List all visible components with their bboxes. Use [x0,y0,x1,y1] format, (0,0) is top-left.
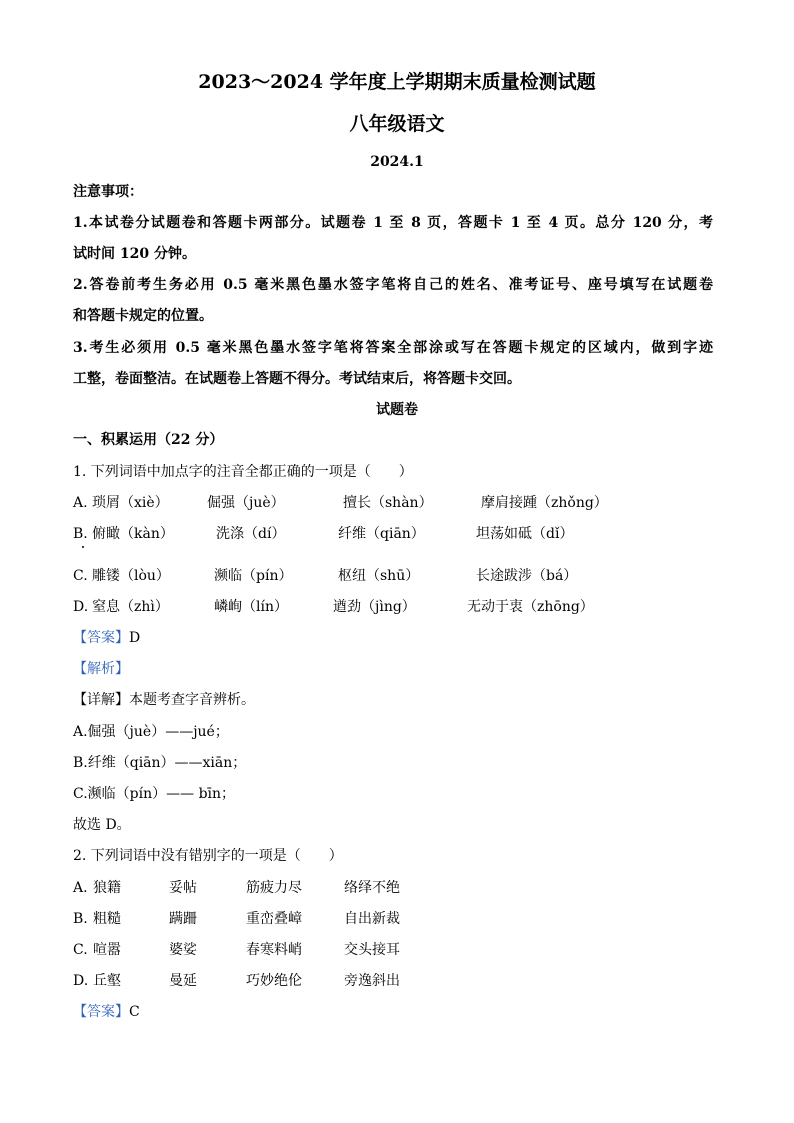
option-item: 窒息（zhì） [92,599,169,615]
option-label: D. [73,973,89,989]
q2-answer [73,1002,140,1022]
section-label: 试题卷 [376,402,418,418]
option-item: 婆娑 [169,942,197,958]
option-label: A. [73,880,88,896]
option-item: 擅长（shàn） [343,495,433,511]
exam-date: 2024.1 [370,154,424,170]
option-item: 粗糙 [93,911,121,927]
detail-text: 本题考查字音辨析。 [129,692,255,708]
option-item: 遒劲（jìng） [333,599,416,615]
option-item: 嶙峋（lín） [214,599,288,615]
option-item: 旁逸斜出 [344,973,400,989]
option-label: A. [73,495,88,511]
option-item: 雕镂（lòu） [92,568,170,584]
option-item: 妥帖 [169,880,197,896]
option-item: 倔强（juè） [207,495,285,511]
emphasis-dot-mark [82,546,84,548]
option-item: 狼籍 [93,880,121,896]
option-item: 喧嚣 [93,942,121,958]
q1-detail [73,690,255,710]
option-item: 琐屑（xiè） [92,495,169,511]
option-label: B. [73,526,88,542]
note-2-line-2: 和答题卡规定的位置。 [73,308,213,324]
note-1-line-1: 1.本试卷分试题卷和答题卡两部分。试题卷 1 至 8 页，答题卡 1 至 4 页。总分 120 分，考 [73,215,713,231]
exam-subtitle: 八年级语文 [349,113,445,135]
answer-value: D [129,630,141,646]
option-item: 摩肩接踵（zhǒng） [481,495,608,511]
option-item: 洗涤（dí） [216,526,286,542]
q1-explain-c: C.濒临（pín）—— bīn； [73,786,236,802]
answer-tag: 【答案】 [73,630,129,646]
q1-stem: 1. 下列词语中加点字的注音全都正确的一项是（ ） [73,464,413,480]
option-item: 重峦叠嶂 [246,911,302,927]
option-item: 自出新裁 [344,911,400,927]
answer-tag: 【答案】 [73,1004,129,1020]
option-item: 俯瞰（kàn） [92,526,174,542]
exam-title: 2023～2024 学年度上学期期末质量检测试题 [198,71,596,93]
q1-explain-b: B.纤维（qiān）——xiān； [73,755,247,771]
option-item: 长途跋涉（bá） [476,568,578,584]
note-1-line-2: 试时间 120 分钟。 [73,246,196,262]
q2-stem: 2. 下列词语中没有错别字的一项是（ ） [73,848,343,864]
option-item: 蹒跚 [169,911,197,927]
notes-heading: 注意事项： [73,184,143,200]
detail-tag: 【详解】 [73,692,129,708]
option-label: B. [73,911,88,927]
option-item: 曼延 [169,973,197,989]
option-label: D. [73,599,89,615]
option-item: 丘壑 [93,973,121,989]
part1-heading: 一、积累运用（22 分） [73,432,224,448]
note-2-line-1: 2.答卷前考生务必用 0.5 毫米黑色墨水签字笔将自己的姓名、准考证号、座号填写在试题卷 [73,277,713,293]
note-3-line-1: 3.考生必须用 0.5 毫米黑色墨水签字笔将答案全部涂或写在答题卡规定的区域内，做到字迹 [73,340,713,356]
q1-analysis [73,659,129,679]
option-item: 枢纽（shū） [338,568,420,584]
option-item: 无动于衷（zhōng） [467,599,594,615]
option-item: 春寒料峭 [246,942,302,958]
option-item: 坦荡如砥（dǐ） [476,526,574,542]
answer-value: C [129,1004,140,1020]
option-item: 络绎不绝 [344,880,400,896]
q1-explain-a: A.倔强（juè）——jué； [73,724,229,740]
option-item: 巧妙绝伦 [246,973,302,989]
option-item: 筋疲力尽 [246,880,302,896]
note-3-line-2: 工整，卷面整洁。在试题卷上答题不得分。考试结束后，将答题卡交回。 [73,371,521,387]
option-item: 纤维（qiān） [338,526,425,542]
q1-conclusion: 故选 D。 [73,817,131,833]
option-label: C. [73,942,88,958]
q1-answer [73,628,140,648]
option-item: 交头接耳 [344,942,400,958]
analysis-tag: 【解析】 [73,661,129,677]
option-item: 濒临（pín） [214,568,293,584]
option-label: C. [73,568,88,584]
